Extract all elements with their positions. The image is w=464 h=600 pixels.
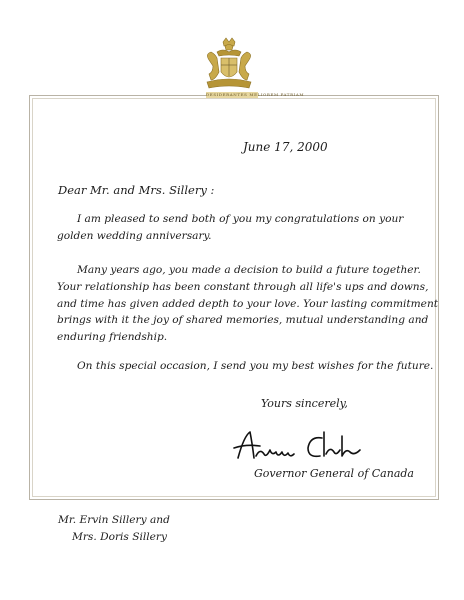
letter-date: June 17, 2000: [243, 140, 328, 154]
addressee-block: [58, 512, 170, 546]
paragraph-line: brings with it the joy of shared memories, mutual understanding and: [57, 314, 429, 327]
paragraph-line: On this special occasion, I send you my best wishes for the future.: [77, 360, 434, 372]
paragraph-congratulations: [57, 211, 417, 245]
royal-arms-crest-icon: [197, 36, 305, 100]
paragraph-line: enduring friendship.: [57, 331, 168, 344]
salutation: Dear Mr. and Mrs. Sillery :: [58, 183, 215, 197]
motto-ribbon: DESIDERANTES MELIOREM PATRIAM: [206, 92, 305, 97]
paragraph-line: golden wedding anniversary.: [57, 229, 212, 242]
paragraph-line: I am pleased to send both of you my congratulations on your: [77, 213, 404, 225]
addressee-line: Mrs. Doris Sillery: [72, 531, 167, 543]
paragraph-line: and time has given added depth to your love. Your lasting commitment: [57, 297, 439, 310]
addressee-line: Mr. Ervin Sillery and: [58, 514, 170, 526]
paragraph-best-wishes: [57, 358, 434, 375]
paragraph-line: Your relationship has been constant through all life's ups and downs,: [57, 280, 429, 293]
closing: Yours sincerely,: [261, 397, 348, 410]
handwritten-signature: [230, 428, 370, 468]
paragraph-line: Many years ago, you made a decision to build a future together.: [77, 264, 421, 276]
paragraph-relationship: [57, 262, 439, 346]
signatory-title: Governor General of Canada: [254, 467, 414, 480]
